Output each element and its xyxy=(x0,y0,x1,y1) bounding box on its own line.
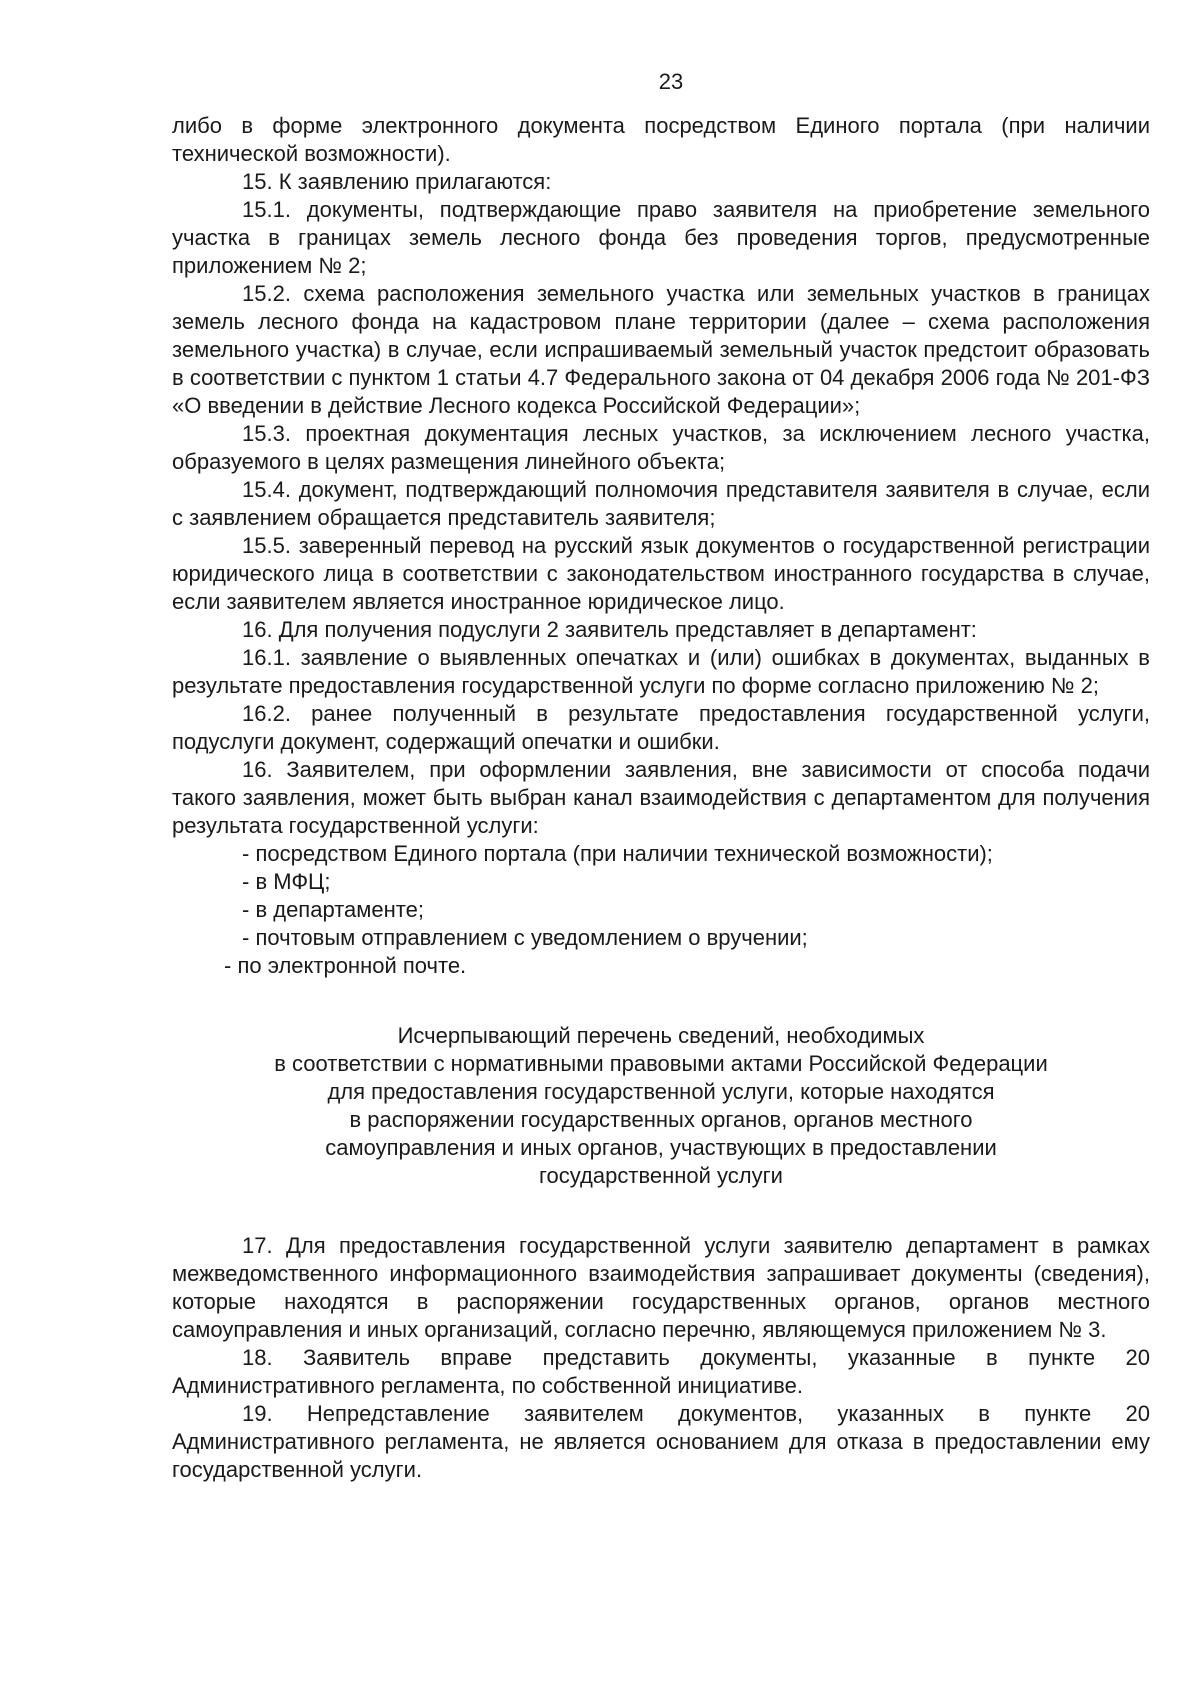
paragraph: 17. Для предоставления государственной услуги заявителю департамент в рамках межведомственного информационного взаимодействия запрашивает документы (сведения), которые находятся в распоряжении государственных органов, органов местного самоуправления и иных организаций, согласно перечню, являющемуся приложением № 3. xyxy=(172,1233,1150,1342)
section-heading xyxy=(172,1022,1150,1190)
paragraph: 16. Для получения подуслуги 2 заявитель представляет в департамент: xyxy=(242,617,977,642)
paragraph: 15.2. схема расположения земельного участка или земельных участков в границах земель лесного фонда на кадастровом плане территории (далее – схема расположения земельного участка) в случае, если испрашиваемый земельный участок предстоит образовать в соответствии с пунктом 1 статьи 4.7 Федерального закона от 04 декабря 2006 года № 201-ФЗ «О введении в действие Лесного кодекса Российской Федерации»; xyxy=(172,281,1150,418)
paragraphs-bottom xyxy=(172,1232,1150,1484)
paragraph: 15.4. документ, подтверждающий полномочия представителя заявителя в случае, если с заявлением обращается представитель заявителя; xyxy=(172,477,1150,530)
list-item: - в МФЦ; xyxy=(242,869,331,894)
heading-line: в соответствии с нормативными правовыми актами Российской Федерации xyxy=(274,1051,1048,1076)
paragraph: 16.1. заявление о выявленных опечатках и (или) ошибках в документах, выданных в результате предоставления государственной услуги по форме согласно приложению № 2; xyxy=(172,645,1150,698)
heading-line: для предоставления государственной услуги, которые находятся xyxy=(327,1079,995,1104)
paragraph: 19. Непредставление заявителем документов, указанных в пункте 20 Административного регламента, не является основанием для отказа в предоставлении ему государственной услуги. xyxy=(172,1401,1150,1482)
paragraphs-top xyxy=(172,112,1150,840)
heading-line: самоуправления и иных органов, участвующих в предоставлении xyxy=(325,1135,997,1160)
paragraph: 15.3. проектная документация лесных участков, за исключением лесного участка, образуемого в целях размещения линейного объекта; xyxy=(172,421,1150,474)
paragraph: 16.2. ранее полученный в результате предоставления государственной услуги, подуслуги документ, содержащий опечатки и ошибки. xyxy=(172,701,1150,754)
paragraph: либо в форме электронного документа посредством Единого портала (при наличии технической возможности). xyxy=(172,113,1150,166)
paragraph: 15.5. заверенный перевод на русский язык документов о государственной регистрации юридического лица в соответствии с законодательством иностранного государства в случае, если заявителем является иностранное юридическое лицо. xyxy=(172,533,1150,614)
list-item: - посредством Единого портала (при наличии технической возможности); xyxy=(242,841,993,866)
page-number: 23 xyxy=(658,69,684,94)
heading-line: в распоряжении государственных органов, органов местного xyxy=(349,1107,973,1132)
paragraph: 15.1. документы, подтверждающие право заявителя на приобретение земельного участка в границах земель лесного фонда без проведения торгов, предусмотренные приложением № 2; xyxy=(172,197,1150,278)
paragraph: 18. Заявитель вправе представить документы, указанные в пункте 20 Административного регламента, по собственной инициативе. xyxy=(172,1345,1150,1398)
channel-list xyxy=(172,840,1150,980)
list-item: - по электронной почте. xyxy=(224,953,467,978)
paragraph: 16. Заявителем, при оформлении заявления, вне зависимости от способа подачи такого заявления, может быть выбран канал взаимодействия с департаментом для получения результата государственной услуги: xyxy=(172,757,1150,838)
heading-line: государственной услуги xyxy=(539,1163,783,1188)
paragraph: 15. К заявлению прилагаются: xyxy=(242,169,552,194)
heading-line: Исчерпывающий перечень сведений, необходимых xyxy=(397,1023,925,1048)
list-item: - почтовым отправлением с уведомлением о вручении; xyxy=(242,925,808,950)
document-page xyxy=(172,68,1150,1484)
list-item: - в департаменте; xyxy=(242,897,424,922)
